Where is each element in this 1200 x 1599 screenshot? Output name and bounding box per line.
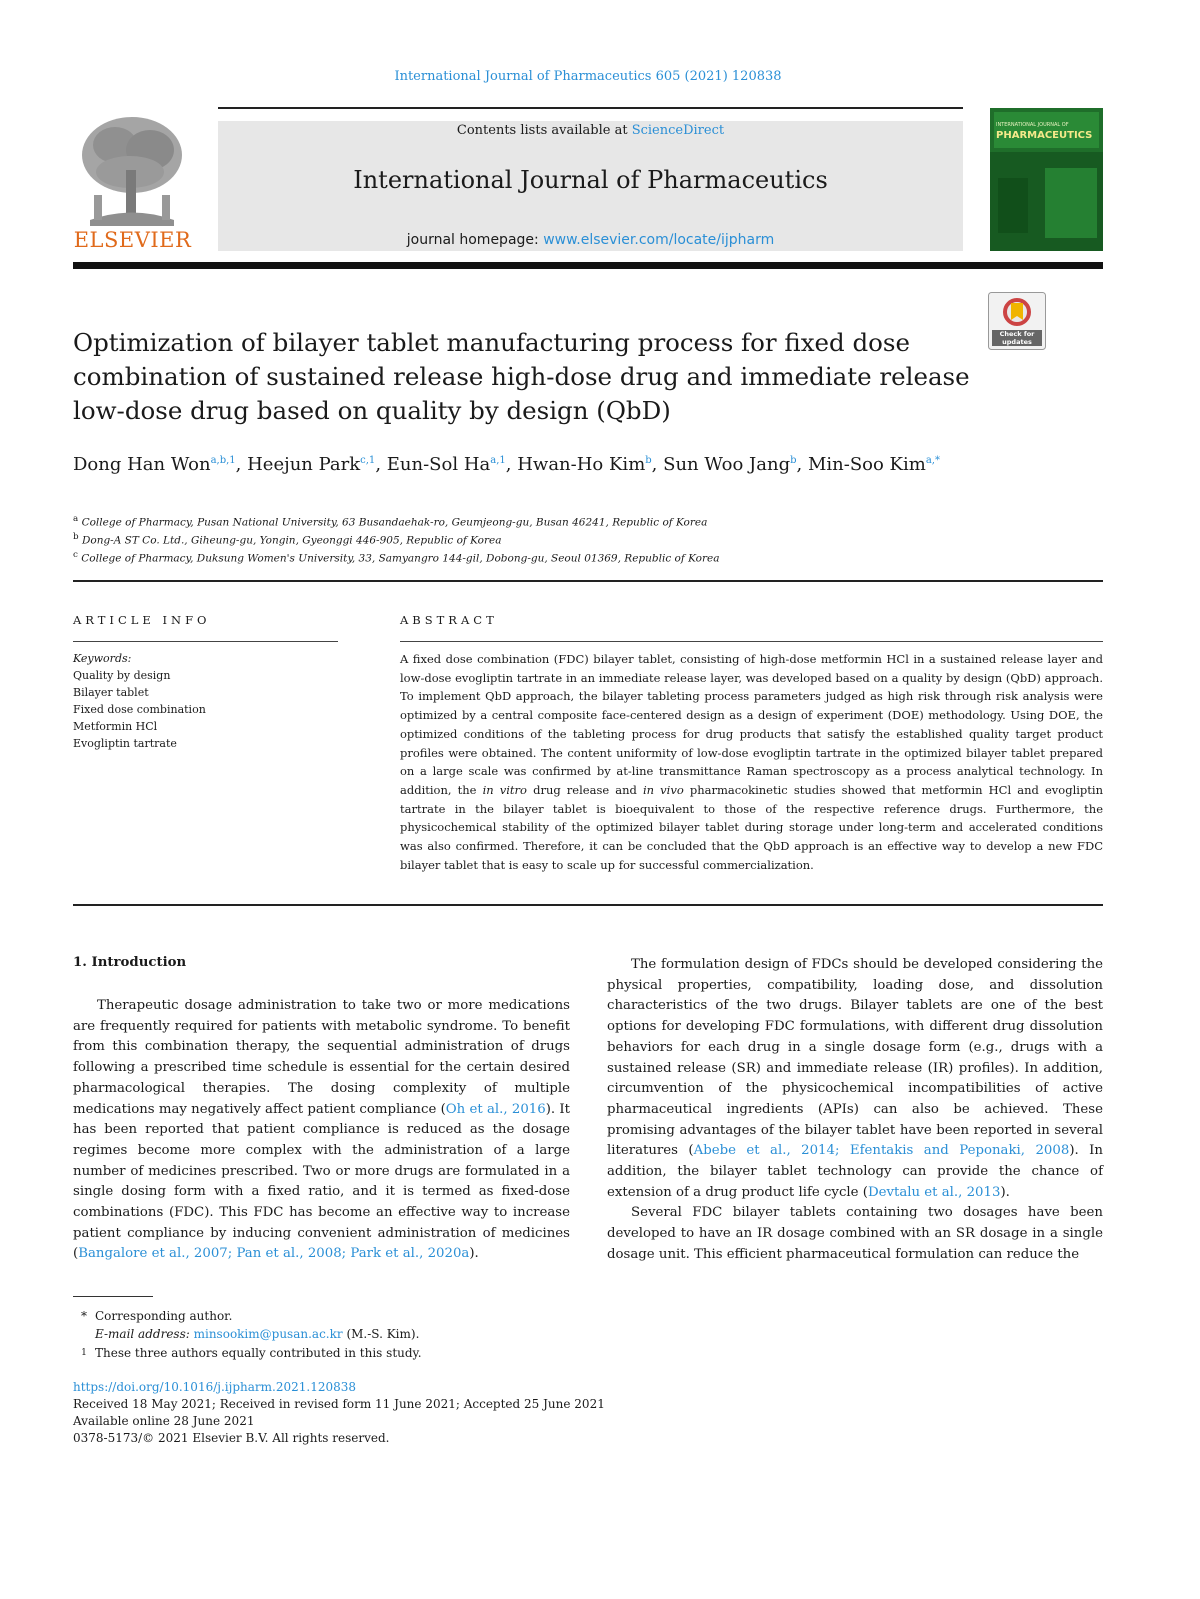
abstract-bottom-rule	[73, 904, 1103, 906]
copyright: 0378-5173/© 2021 Elsevier B.V. All rights reserved.	[73, 1431, 390, 1445]
article-title: Optimization of bilayer tablet manufacturing process for fixed dose combination of sustained release high-dose drug and immediate release low-dose drug based on quality by design (QbD)	[73, 328, 970, 425]
intro-paragraph: Therapeutic dosage administration to take two or more medications are frequently required for patients with metabolic syndrome. To benefit from this combination therapy, the sequential administration of drugs following a prescribed time schedule is essential for the certain desired pharmacological therapies. The dosing complexity of multiple medications may negatively affect patient compliance (Oh et al., 2016). It has been reported that patient compliance is reduced as the dosage regimes become more complex with the administration of a large number of medicines prescribed. Two or more drugs are formulated in a single dosing form with a fixed ratio, and it is termed as fixed-dose combinations (FDC). This FDC has become an effective way to increase patient compliance by inducing convenient administration of medicines (Bangalore et al., 2007; Pan et al., 2008; Park et al., 2020a).	[73, 998, 570, 1262]
citation-link[interactable]: Devtalu et al., 2013	[867, 1184, 1001, 1200]
keywords-block	[73, 650, 333, 752]
doi-link[interactable]: https://doi.org/10.1016/j.ijpharm.2021.120838	[73, 1380, 357, 1394]
crossmark-label: Check for updates	[999, 330, 1035, 346]
received-dates: Received 18 May 2021; Received in revised form 11 June 2021; Accepted 25 June 2021	[73, 1397, 605, 1411]
intro-right-column	[607, 955, 1103, 1266]
check-for-updates-badge[interactable]	[988, 292, 1046, 350]
footnote-equal-contribution: 1 These three authors equally contributed in this study.	[81, 1346, 422, 1360]
elsevier-logo	[70, 110, 195, 255]
cover-journal-name-small: INTERNATIONAL JOURNAL OF	[996, 122, 1069, 128]
publication-info	[73, 1379, 605, 1447]
author-affil-sup[interactable]: a,*	[925, 455, 940, 466]
affiliation-a: $^a$ College of Pharmacy, Pusan National University, 63 Busandaehak-ro, Geumjeong-gu, Busan 46241, Republic of Korea	[73, 514, 708, 529]
author[interactable]: Sun Woo Jang$^b$,	[663, 454, 808, 475]
intro-left-column	[73, 996, 570, 1265]
sciencedirect-link[interactable]: ScienceDirect	[631, 123, 725, 138]
author-list	[73, 447, 953, 479]
journal-reference[interactable]: International Journal of Pharmaceutics 605 (2021) 120838	[394, 69, 782, 84]
affiliation-b: $^b$ Dong-A ST Co. Ltd., Giheung-gu, Yongin, Gyeonggi 446-905, Republic of Korea	[73, 532, 502, 547]
homepage-link[interactable]: www.elsevier.com/locate/ijpharm	[543, 232, 775, 248]
journal-title: International Journal of Pharmaceutics	[353, 166, 828, 194]
abstract-heading: ABSTRACT	[400, 613, 498, 627]
keywords-label: Keywords:	[73, 652, 132, 665]
author[interactable]: Eun-Sol Ha$^{a,1}$,	[386, 454, 518, 475]
affiliations-rule	[73, 580, 1103, 582]
header-rule	[218, 107, 963, 109]
author[interactable]: Min-Soo Kim$^{a,*}$	[807, 454, 940, 475]
available-online: Available online 28 June 2021	[73, 1414, 255, 1428]
footnote-corresponding: * Corresponding author.	[81, 1309, 233, 1323]
citation-link[interactable]: Oh et al., 2016	[445, 1101, 546, 1117]
citation-link[interactable]: Abebe et al., 2014; Efentakis and Peponaki, 2008	[693, 1143, 1070, 1159]
journal-header-box	[218, 121, 963, 251]
abstract-rule	[400, 641, 1103, 642]
header-thick-rule	[73, 262, 1103, 269]
footnote-email: E-mail address: minsookim@pusan.ac.kr (M.-S. Kim).	[95, 1327, 420, 1341]
author[interactable]: Dong Han Won$^{a,b,1}$,	[73, 454, 248, 475]
journal-homepage: journal homepage: www.elsevier.com/locate/ijpharm	[406, 232, 775, 248]
keyword-item: Metformin HCl	[73, 720, 158, 733]
journal-cover	[990, 108, 1103, 251]
contents-line: Contents lists available at ScienceDirect	[456, 123, 725, 138]
article-info-heading: ARTICLE INFO	[73, 613, 211, 627]
intro-paragraph: Several FDC bilayer tablets containing two dosages have been developed to have an IR dosage combined with an SR dosage in a single dosage unit. This efficient pharmaceutical formulation can reduce the	[607, 1205, 1103, 1262]
author-affil-sup[interactable]: a,1	[490, 455, 506, 466]
intro-paragraph: The formulation design of FDCs should be developed considering the physical properties, compatibility, loading dose, and dissolution characteristics of the two drugs. Bilayer tablets are one of the best options for developing FDC formulations, with different drug dissolution behaviors for each drug in a single dosage form (e.g., drugs with a sustained release (SR) and immediate release (IR) profiles). In addition, circumvention of the physicochemical incompatibilities of active pharmaceutical ingredients (APIs) can also be achieved. These promising advantages of the bilayer tablet have been reported in several literatures (Abebe et al., 2014; Efentakis and Peponaki, 2008). In addition, the bilayer tablet technology can provide the chance of extension of a drug product life cycle (Devtalu et al., 2013).	[607, 957, 1103, 1200]
citation-link[interactable]: Bangalore et al., 2007; Pan et al., 2008; Park et al., 2020a	[78, 1246, 470, 1262]
article-info-rule	[73, 641, 338, 642]
introduction-heading: 1. Introduction	[73, 955, 187, 970]
affiliation-c: $^c$ College of Pharmacy, Duksung Women's University, 33, Samyangro 144-gil, Dobong-gu, Seoul 01369, Republic of Korea	[73, 550, 720, 565]
keyword-item: Fixed dose combination	[73, 703, 206, 716]
abstract-text: A fixed dose combination (FDC) bilayer tablet, consisting of high-dose metformin HCl in a sustained release layer and low-dose evogliptin tartrate in an immediate release layer, was developed based on a quality by design (QbD) approach. To implement QbD approach, the bilayer tableting process parameters judged as high risk through risk analysis were optimized by a central composite face-centered design as a design of experiment (DOE) methodology. Using DOE, the optimized conditions of the tableting process for drug products that satisfy the established quality target product profiles were obtained. The content uniformity of low-dose evogliptin tartrate in the optimized bilayer tablet prepared on a large scale was confirmed by at-line transmittance Raman spectroscopy as a process analytical technology. In addition, the in vitro drug release and in vivo pharmacokinetic studies showed that metformin HCl and evogliptin tartrate in the bilayer tablet is bioequivalent to those of the respective reference drugs. Furthermore, the physicochemical stability of the optimized bilayer tablet during storage under long-term and accelerated conditions was also confirmed. Therefore, it can be concluded that the QbD approach is an effective way to develop a new FDC bilayer tablet that is easy to scale up for successful commercialization.	[400, 652, 1103, 872]
author-affil-sup[interactable]: a,b,1	[210, 455, 236, 466]
keyword-item: Bilayer tablet	[73, 686, 149, 699]
author[interactable]: Hwan-Ho Kim$^b$,	[517, 454, 664, 475]
keyword-item: Evogliptin tartrate	[73, 737, 177, 750]
author-affil-sup[interactable]: b	[790, 455, 797, 466]
author-affil-sup[interactable]: c,1	[360, 455, 376, 466]
email-link[interactable]: minsookim@pusan.ac.kr	[193, 1327, 343, 1341]
cover-journal-name: PHARMACEUTICS	[996, 130, 1093, 141]
footnote-rule	[73, 1296, 153, 1297]
publisher-wordmark: ELSEVIER	[73, 228, 192, 252]
keyword-item: Quality by design	[73, 669, 171, 682]
author[interactable]: Heejun Park$^{c,1}$,	[247, 454, 387, 475]
author-affil-sup[interactable]: b	[645, 455, 652, 466]
